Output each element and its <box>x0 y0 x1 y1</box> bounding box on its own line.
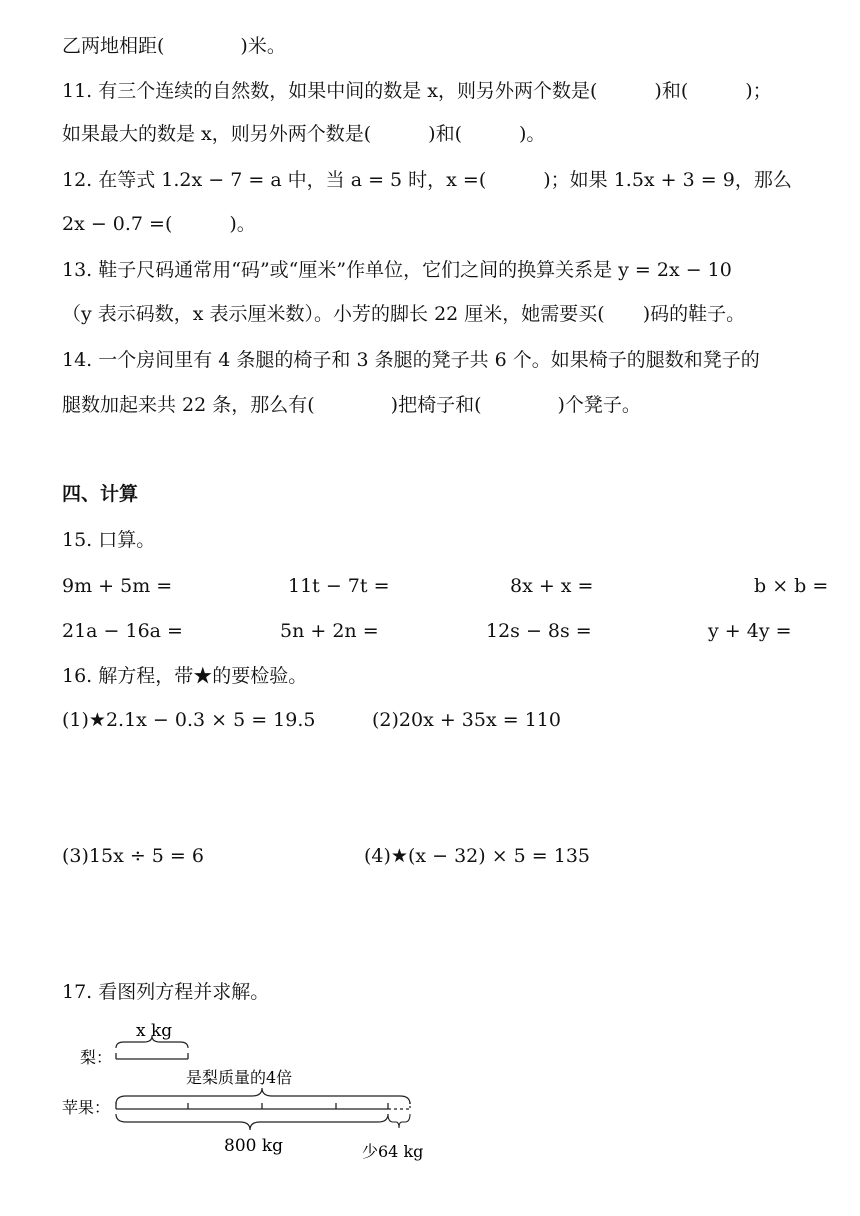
equation-1: (1)★2.1x − 0.3 × 5 = 19.5 <box>62 709 316 731</box>
problem-11-line2: 如果最大的数是 x，则另外两个数是( )和( )。 <box>62 123 546 145</box>
problem-17-title: 17. 看图列方程并求解。 <box>62 981 270 1003</box>
problem-11-line1: 11. 有三个连续的自然数，如果中间的数是 x，则另外两个数是( )和( )； <box>62 80 772 102</box>
less-64-label: 少64 kg <box>362 1142 424 1161</box>
pear-label: 梨： <box>80 1048 113 1067</box>
relation-label: 是梨质量的4倍 <box>186 1068 293 1087</box>
problem-14-line1: 14. 一个房间里有 4 条腿的椅子和 3 条腿的凳子共 6 个。如果椅子的腿数和凳子的 <box>62 349 760 371</box>
mental-math-item: 5n + 2n = <box>280 620 379 642</box>
equation-3: (3)15x ÷ 5 = 6 <box>62 845 204 867</box>
apple-label: 苹果： <box>62 1098 111 1117</box>
pear-brace <box>116 1036 188 1048</box>
problem-13-line2: （y 表示码数，x 表示厘米数）。小芳的脚长 22 厘米，她需要买( )码的鞋子。 <box>62 303 746 325</box>
pear-weight-label: x kg <box>136 1021 173 1041</box>
apple-total-brace <box>116 1088 410 1104</box>
mental-math-item: 21a − 16a = <box>62 620 183 642</box>
total-800-brace <box>116 1114 388 1130</box>
mental-math-item: 8x + x = <box>510 575 594 597</box>
problem-16-title: 16. 解方程，带★的要检验。 <box>62 665 308 687</box>
line-segment-diagram <box>0 1010 860 1190</box>
mental-math-item: y + 4y = <box>708 620 792 642</box>
problem-10-continued: 乙两地相距( )米。 <box>62 35 286 57</box>
problem-15-title: 15. 口算。 <box>62 529 156 551</box>
mental-math-item: 9m + 5m = <box>62 575 173 597</box>
total-800-label: 800 kg <box>224 1136 284 1156</box>
problem-12-line1: 12. 在等式 1.2x − 7 = a 中，当 a = 5 时，x =( )；如果 1.5x + 3 = 9，那么 <box>62 169 792 191</box>
equation-4: (4)★(x − 32) × 5 = 135 <box>364 845 591 867</box>
problem-12-line2: 2x − 0.7 =( )。 <box>62 213 256 235</box>
problem-14-line2: 腿数加起来共 22 条，那么有( )把椅子和( )个凳子。 <box>62 394 641 416</box>
equation-2: (2)20x + 35x = 110 <box>372 709 561 731</box>
mental-math-item: 12s − 8s = <box>486 620 592 642</box>
mental-math-item: 11t − 7t = <box>288 575 390 597</box>
section-heading-calculation: 四、计算 <box>62 483 139 505</box>
problem-13-line1: 13. 鞋子尺码通常用“码”或“厘米”作单位，它们之间的换算关系是 y = 2x − 10 <box>62 259 732 281</box>
mental-math-item: b × b = <box>754 575 829 597</box>
less-64-brace <box>388 1114 410 1128</box>
